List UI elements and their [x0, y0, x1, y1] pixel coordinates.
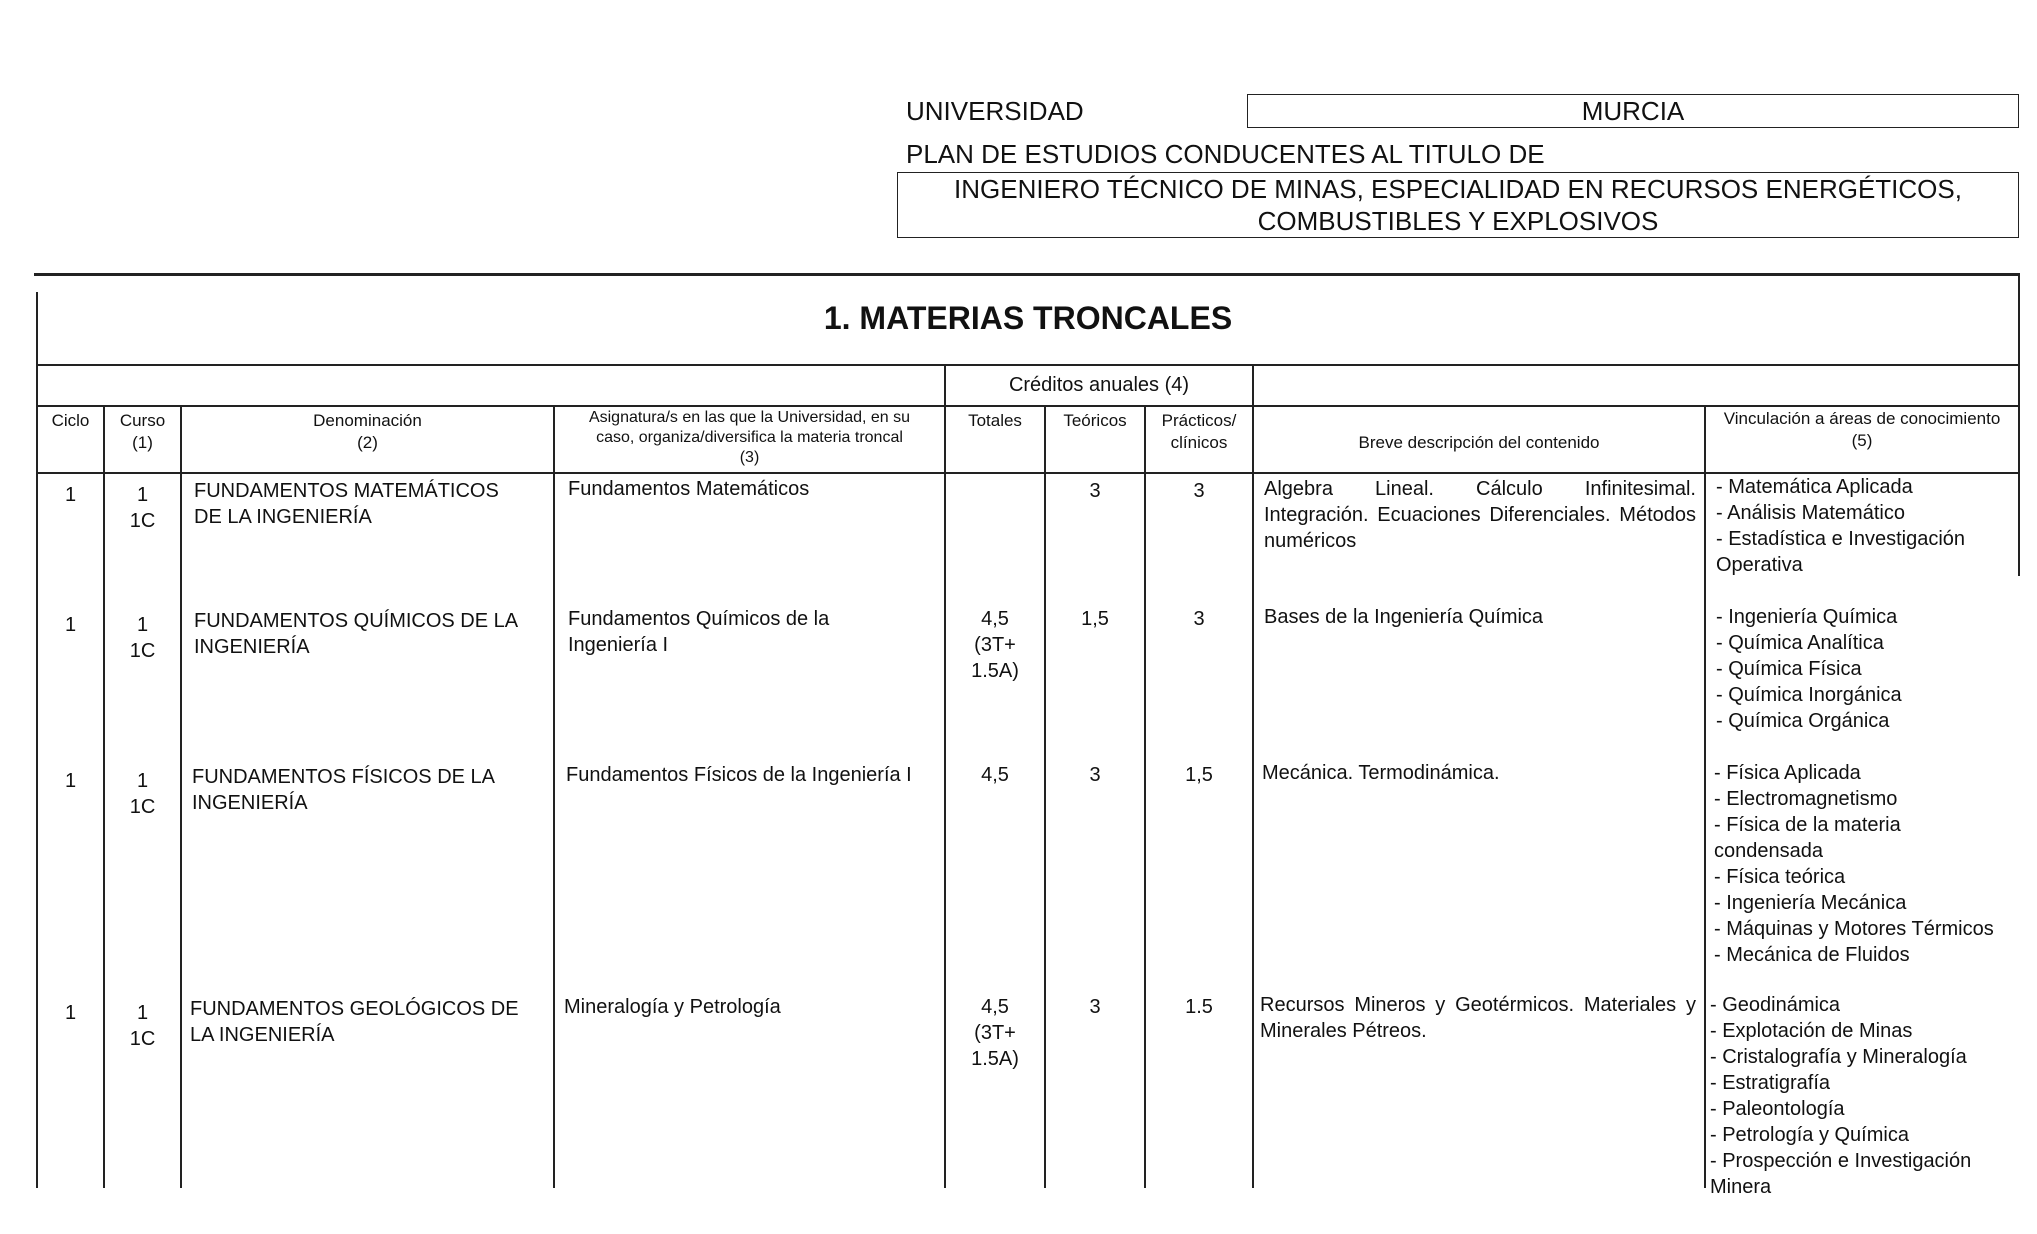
- row-denominacion-line1: FUNDAMENTOS QUÍMICOS DE LA: [194, 610, 519, 632]
- row-ciclo: 1: [64, 770, 77, 792]
- area-item: - Ingeniería Mecánica: [1714, 892, 1907, 914]
- area-item: - Física Aplicada: [1714, 762, 1861, 784]
- row-descripcion: Recursos Mineros y Geotérmicos. Materiales y Minerales Pétreos.: [1260, 994, 1696, 1042]
- row-teoricos: 3: [1089, 764, 1101, 786]
- col-header-vinculacion-line1: Vinculación a áreas de conocimiento: [1723, 409, 2001, 428]
- row-curso-line2: 1C: [129, 510, 156, 532]
- row-areas: [1714, 760, 2018, 968]
- row-denominacion: [190, 996, 549, 1048]
- area-item: - Geodinámica: [1710, 994, 1841, 1016]
- row-curso: [105, 768, 180, 820]
- row-practicos: 1,5: [1185, 764, 1213, 786]
- col-header-denominacion-line1: Denominación: [313, 411, 422, 430]
- row-asignatura: [568, 606, 940, 658]
- plan-label: PLAN DE ESTUDIOS CONDUCENTES AL TITULO DE: [906, 139, 1545, 169]
- row-curso-line2: 1C: [129, 640, 156, 662]
- area-item: - Estadística e Investigación: [1716, 528, 1966, 550]
- col-header-descripcion: Breve descripción del contenido: [1358, 433, 1600, 452]
- row-descripcion: Bases de la Ingeniería Química: [1264, 606, 1544, 628]
- col-header-practicos-line1: Prácticos/: [1161, 411, 1237, 430]
- col-line-practicos: [1252, 364, 1254, 1188]
- row-asignatura-line1: Fundamentos Físicos de la Ingeniería I: [566, 764, 912, 786]
- area-item: Minera: [1710, 1176, 1772, 1198]
- col-header-asignatura-line2: caso, organiza/diversifica la materia troncal: [596, 429, 903, 446]
- row-denominacion-line2: DE LA INGENIERÍA: [194, 506, 372, 528]
- col-line-totales: [1044, 405, 1046, 1188]
- row-totales-line3: 1.5A): [971, 660, 1019, 682]
- row-curso: [105, 612, 180, 664]
- col-header-curso-line1: Curso: [119, 411, 166, 430]
- area-item: Operativa: [1716, 554, 1803, 576]
- row-totales: [946, 994, 1044, 1072]
- row-denominacion: [192, 764, 549, 816]
- area-item: - Mecánica de Fluidos: [1714, 944, 1910, 966]
- row-totales-line1: 4,5: [981, 996, 1009, 1018]
- col-header-asignatura-line1: Asignatura/s en las que la Universidad, en su: [588, 409, 911, 426]
- creditos-rule: [36, 405, 2020, 407]
- col-header-vinculacion: [1706, 408, 2018, 452]
- area-item: - Química Física: [1716, 658, 1862, 680]
- row-asignatura-line1: Fundamentos Químicos de la: [568, 608, 830, 630]
- row-totales-line2: (3T+: [974, 634, 1016, 656]
- row-totales: [946, 606, 1044, 684]
- section-title: 1. MATERIAS TRONCALES: [823, 300, 1233, 336]
- row-curso-line2: 1C: [129, 1028, 156, 1050]
- area-item: - Química Inorgánica: [1716, 684, 1902, 706]
- row-ciclo: 1: [64, 1002, 77, 1024]
- col-header-totales: Totales: [968, 411, 1022, 430]
- row-areas: [1716, 474, 2016, 578]
- col-line-curso: [180, 405, 182, 1188]
- row-asignatura-line2: Ingeniería I: [568, 634, 669, 656]
- col-line-descripcion: [1704, 405, 1706, 1188]
- area-item: - Petrología y Química: [1710, 1124, 1909, 1146]
- row-areas: [1710, 992, 2018, 1200]
- area-item: - Análisis Matemático: [1716, 502, 1905, 524]
- row-denominacion-line2: LA INGENIERÍA: [190, 1024, 335, 1046]
- area-item: - Química Orgánica: [1716, 710, 1890, 732]
- row-denominacion-line1: FUNDAMENTOS GEOLÓGICOS DE: [190, 998, 519, 1020]
- row-practicos: 3: [1193, 608, 1205, 630]
- row-practicos: 3: [1193, 480, 1205, 502]
- row-curso-line1: 1: [136, 614, 149, 636]
- row-curso-line1: 1: [136, 1002, 149, 1024]
- row-curso: [105, 1000, 180, 1052]
- row-totales-line3: 1.5A): [971, 1048, 1019, 1070]
- area-item: condensada: [1714, 840, 1823, 862]
- row-asignatura: [566, 762, 942, 788]
- titulo-line-2: COMBUSTIBLES Y EXPLOSIVOS: [1257, 206, 1659, 236]
- row-descripcion: Algebra Lineal. Cálculo Infinitesimal. Integración. Ecuaciones Diferenciales. Métodos numéricos: [1264, 478, 1696, 552]
- col-header-curso: [105, 410, 180, 454]
- row-asignatura: [564, 994, 942, 1020]
- col-header-curso-line2: (1): [132, 433, 153, 452]
- col-header-denominacion-line2: (2): [357, 433, 378, 452]
- area-item: - Prospección e Investigación: [1710, 1150, 1972, 1172]
- universidad-label: UNIVERSIDAD: [906, 96, 1084, 126]
- row-denominacion: [194, 608, 549, 660]
- universidad-value-box: [1247, 94, 2019, 128]
- titulo-box: [897, 172, 2019, 238]
- col-header-vinculacion-line2: (5): [1851, 431, 1873, 450]
- row-curso-line1: 1: [136, 770, 149, 792]
- creditos-group-header: Créditos anuales (4): [1008, 374, 1190, 396]
- row-teoricos: 3: [1089, 480, 1101, 502]
- col-header-ciclo: Ciclo: [51, 411, 90, 430]
- col-header-denominacion: [182, 410, 553, 454]
- row-totales-line1: 4,5: [981, 608, 1009, 630]
- area-item: - Electromagnetismo: [1714, 788, 1898, 810]
- row-practicos: 1.5: [1185, 996, 1213, 1018]
- row-asignatura: [568, 476, 940, 502]
- area-item: - Matemática Aplicada: [1716, 476, 1913, 498]
- row-totales-line2: (3T+: [974, 1022, 1016, 1044]
- universidad-value: MURCIA: [1581, 96, 1685, 126]
- row-denominacion-line1: FUNDAMENTOS FÍSICOS DE LA: [192, 766, 496, 788]
- area-item: - Ingeniería Química: [1716, 606, 1898, 628]
- col-header-asignatura: [555, 408, 944, 468]
- row-ciclo: 1: [64, 484, 77, 506]
- area-item: - Paleontología: [1710, 1098, 1845, 1120]
- col-line-teoricos: [1144, 405, 1146, 1188]
- top-rule: [34, 273, 2020, 276]
- col-header-teoricos: Teóricos: [1063, 411, 1127, 430]
- area-item: - Estratigrafía: [1710, 1072, 1831, 1094]
- row-denominacion-line1: FUNDAMENTOS MATEMÁTICOS: [194, 480, 499, 502]
- row-denominacion-line2: INGENIERÍA: [194, 636, 310, 658]
- table-right-border: [2018, 276, 2020, 576]
- row-totales-line1: 4,5: [981, 764, 1009, 786]
- area-item: - Máquinas y Motores Térmicos: [1714, 918, 1994, 940]
- row-totales: [946, 762, 1044, 788]
- row-descripcion: Mecánica. Termodinámica.: [1262, 762, 1500, 784]
- row-teoricos: 1,5: [1081, 608, 1109, 630]
- row-denominacion: [194, 478, 549, 530]
- row-teoricos: 3: [1089, 996, 1101, 1018]
- col-header-practicos: [1146, 410, 1252, 454]
- row-curso-line1: 1: [136, 484, 149, 506]
- row-areas: [1716, 604, 2016, 734]
- row-ciclo: 1: [64, 614, 77, 636]
- col-header-asignatura-line3: (3): [739, 449, 760, 466]
- area-item: - Explotación de Minas: [1710, 1020, 1913, 1042]
- row-denominacion-line2: INGENIERÍA: [192, 792, 308, 814]
- area-item: - Cristalografía y Mineralogía: [1710, 1046, 1967, 1068]
- area-item: - Química Analítica: [1716, 632, 1884, 654]
- row-asignatura-line1: Mineralogía y Petrología: [564, 996, 781, 1018]
- row-asignatura-line1: Fundamentos Matemáticos: [568, 478, 810, 500]
- area-item: - Física teórica: [1714, 866, 1846, 888]
- row-curso-line2: 1C: [129, 796, 156, 818]
- col-header-practicos-line2: clínicos: [1170, 433, 1228, 452]
- area-item: - Física de la materia: [1714, 814, 1901, 836]
- titulo-line-1: INGENIERO TÉCNICO DE MINAS, ESPECIALIDAD EN RECURSOS ENERGÉTICOS,: [954, 174, 1962, 204]
- col-line-denominacion: [553, 405, 555, 1188]
- row-curso: [105, 482, 180, 534]
